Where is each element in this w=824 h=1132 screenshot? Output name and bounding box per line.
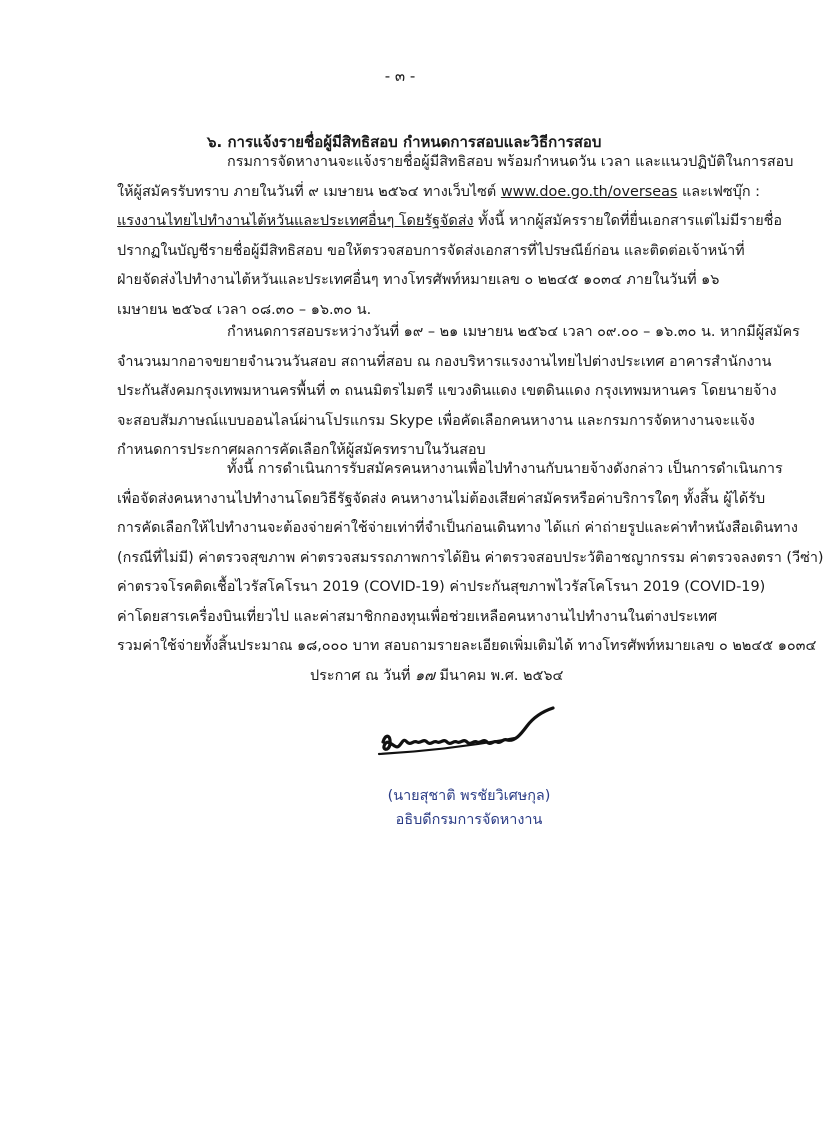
paragraph-line: กำหนดการสอบระหว่างวันที่ ๑๙ – ๒๑ เมษายน ๒๕๖๔ เวลา ๐๙.๐๐ – ๑๖.๓๐ น. หากมีผู้สมัคร <box>227 324 800 340</box>
paragraph-line: ฝ่ายจัดส่งไปทำงานไต้หวันและประเทศอื่นๆ ทางโทรศัพท์หมายเลข ๐ ๒๒๔๕ ๑๐๓๔ ภายในวันที่ ๑๖ <box>117 272 720 288</box>
paragraph-line: จะสอบสัมภาษณ์แบบออนไลน์ผ่านโปรแกรม Skype เพื่อคัดเลือกคนหางาน และกรมการจัดหางานจะแจ้ง <box>117 412 755 429</box>
announcement-suffix: มีนาคม พ.ศ. ๒๕๖๔ <box>434 668 564 684</box>
text-span: ทั้งนี้ หากผู้สมัครรายใดที่ยื่นเอกสารแต่ไม่มีรายชื่อ <box>473 213 783 229</box>
section-heading: ๖. การแจ้งรายชื่อผู้มีสิทธิสอบ กำหนดการสอบและวิธีการสอบ <box>207 133 602 151</box>
text-span: ให้ผู้สมัครรับทราบ ภายในวันที่ ๙ เมษายน ๒๕๖๔ ทางเว็บไซต์ <box>117 183 501 200</box>
paragraph-line: กำหนดการประกาศผลการคัดเลือกให้ผู้สมัครทราบในวันสอบ <box>117 442 486 458</box>
facebook-page-link[interactable]: แรงงานไทยไปทำงานไต้หวันและประเทศอื่นๆ โดยรัฐจัดส่ง <box>117 213 474 229</box>
paragraph-line: เพื่อจัดส่งคนหางานไปทำงานโดยวิธีรัฐจัดส่ง คนหางานไม่ต้องเสียค่าสมัครหรือค่าบริการใดๆ ทั้งสิ้น ผู้ได้รับ <box>117 490 766 507</box>
announcement-date <box>310 664 563 687</box>
paragraph-line: ค่าตรวจโรคติดเชื้อไวรัสโคโรนา 2019 (COVID-19) ค่าประกันสุขภาพไวรัสโคโรนา 2019 (COVID-19) <box>117 579 766 595</box>
paragraph-exam-schedule <box>117 318 800 466</box>
signer-name: (นายสุชาติ พรชัยวิเศษกุล) <box>387 788 551 804</box>
announcement-prefix: ประกาศ ณ วันที่ <box>310 668 415 684</box>
website-link[interactable]: www.doe.go.th/overseas <box>500 183 678 200</box>
signature-image <box>375 700 565 770</box>
announcement-day: ๑๗ <box>415 668 435 684</box>
paragraph-line: จำนวนมากอาจขยายจำนวนวันสอบ สถานที่สอบ ณ กองบริหารแรงงานไทยไปต่างประเทศ อาคารสำนักงาน <box>117 353 772 370</box>
paragraph-expenses <box>117 455 824 662</box>
paragraph-line: กรมการจัดหางานจะแจ้งรายชื่อผู้มีสิทธิสอบ พร้อมกำหนดวัน เวลา และแนวปฏิบัติในการสอบ <box>227 154 794 170</box>
page-number: - ๓ - <box>384 67 416 85</box>
paragraph-line: ปรากฏในบัญชีรายชื่อผู้มีสิทธิสอบ ขอให้ตรวจสอบการจัดส่งเอกสารที่ไปรษณีย์ก่อน และติดต่อเจ้าหน้าที่ <box>117 242 745 259</box>
paragraph-line <box>117 178 760 208</box>
paragraph-line: ประกันสังคมกรุงเทพมหานครพื้นที่ ๓ ถนนมิตรไมตรี แขวงดินแดง เขตดินแดง กรุงเทพมหานคร โดยนายจ้าง <box>117 383 777 399</box>
text-span: และเฟซบุ๊ก : <box>677 183 760 200</box>
paragraph-exam-list-announcement <box>117 148 794 325</box>
paragraph-line: รวมค่าใช้จ่ายทั้งสิ้นประมาณ ๑๘,๐๐๐ บาท สอบถามรายละเอียดเพิ่มเติมได้ ทางโทรศัพท์หมายเลข ๐ ๒๒๔๕ ๑๐๓๔ <box>117 638 817 654</box>
paragraph-line: ทั้งนี้ การดำเนินการรับสมัครคนหางานเพื่อไปทำงานกับนายจ้างดังกล่าว เป็นการดำเนินการ <box>227 461 783 477</box>
signer-title: อธิบดีกรมการจัดหางาน <box>395 812 543 828</box>
paragraph-line: เมษายน ๒๕๖๔ เวลา ๐๘.๓๐ – ๑๖.๓๐ น. <box>117 301 372 318</box>
paragraph-line: (กรณีที่ไม่มี) ค่าตรวจสุขภาพ ค่าตรวจสมรรถภาพการได้ยิน ค่าตรวจสอบประวัติอาชญากรรม ค่าตรวจลงตรา (วีซ่า) <box>117 549 824 566</box>
paragraph-line <box>117 207 783 237</box>
paragraph-line: การคัดเลือกให้ไปทำงานจะต้องจ่ายค่าใช้จ่ายเท่าที่จำเป็นก่อนเดินทาง ได้แก่ ค่าถ่ายรูปและค่าทำหนังสือเดินทาง <box>117 520 798 536</box>
paragraph-line: ค่าโดยสารเครื่องบินเที่ยวไป และค่าสมาชิกกองทุนเพื่อช่วยเหลือคนหางานไปทำงานในต่างประเทศ <box>117 608 718 625</box>
